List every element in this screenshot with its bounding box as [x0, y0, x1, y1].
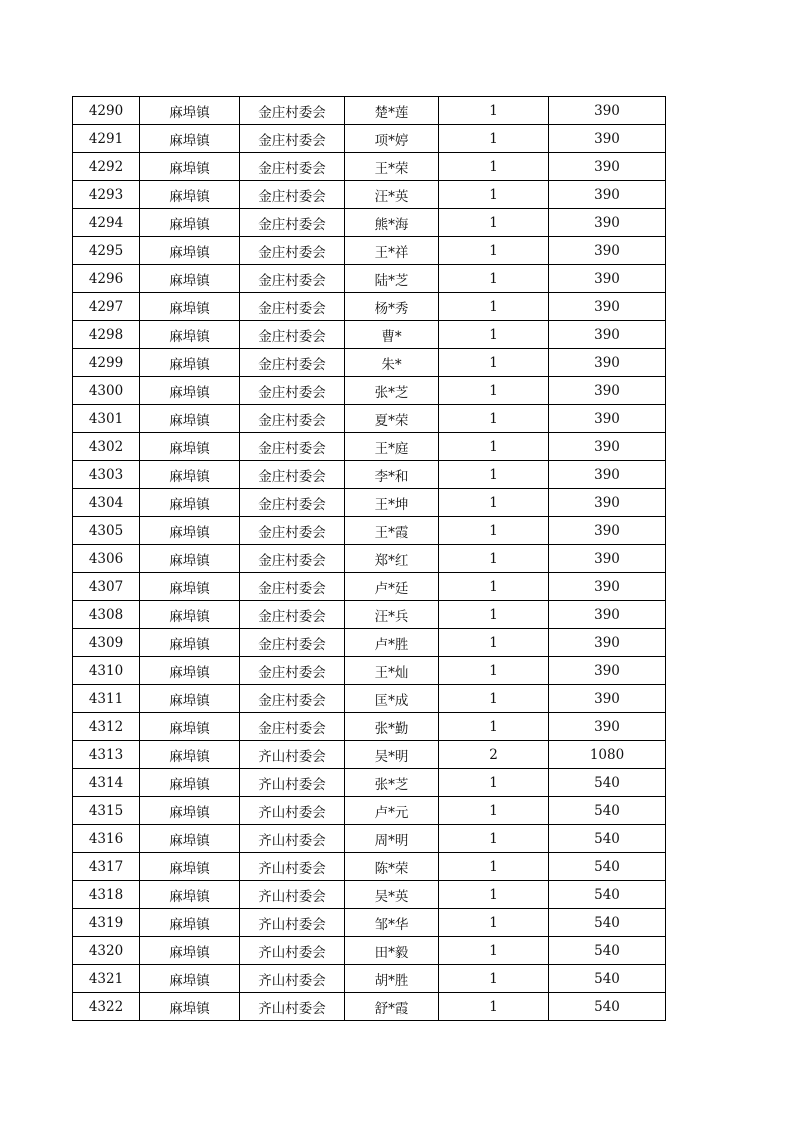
amount-cell: 540: [549, 965, 666, 993]
village-cell: 金庄村委会: [240, 349, 345, 377]
village-cell: 齐山村委会: [240, 881, 345, 909]
name-cell: 匡*成: [345, 685, 439, 713]
count-cell: 1: [439, 461, 549, 489]
row-number-cell: 4292: [73, 153, 140, 181]
count-cell: 1: [439, 405, 549, 433]
town-cell: 麻埠镇: [140, 769, 240, 797]
count-cell: 1: [439, 321, 549, 349]
table-row: [73, 909, 666, 937]
row-number-cell: 4307: [73, 573, 140, 601]
village-cell: 金庄村委会: [240, 489, 345, 517]
town-cell: 麻埠镇: [140, 181, 240, 209]
village-cell: 齐山村委会: [240, 965, 345, 993]
row-number-cell: 4311: [73, 685, 140, 713]
amount-cell: 390: [549, 265, 666, 293]
name-cell: 张*勤: [345, 713, 439, 741]
name-cell: 王*灿: [345, 657, 439, 685]
name-cell: 楚*莲: [345, 97, 439, 125]
count-cell: 1: [439, 825, 549, 853]
table-row: [73, 685, 666, 713]
row-number-cell: 4314: [73, 769, 140, 797]
name-cell: 李*和: [345, 461, 439, 489]
amount-cell: 390: [549, 573, 666, 601]
count-cell: 1: [439, 685, 549, 713]
village-cell: 金庄村委会: [240, 433, 345, 461]
name-cell: 王*庭: [345, 433, 439, 461]
village-cell: 金庄村委会: [240, 573, 345, 601]
name-cell: 陈*荣: [345, 853, 439, 881]
name-cell: 田*毅: [345, 937, 439, 965]
row-number-cell: 4315: [73, 797, 140, 825]
table-row: [73, 377, 666, 405]
name-cell: 周*明: [345, 825, 439, 853]
count-cell: 1: [439, 97, 549, 125]
name-cell: 张*芝: [345, 769, 439, 797]
table-row: [73, 489, 666, 517]
name-cell: 卢*元: [345, 797, 439, 825]
row-number-cell: 4316: [73, 825, 140, 853]
village-cell: 金庄村委会: [240, 321, 345, 349]
table-body: [73, 97, 666, 1021]
name-cell: 汪*英: [345, 181, 439, 209]
village-cell: 金庄村委会: [240, 657, 345, 685]
name-cell: 王*霞: [345, 517, 439, 545]
row-number-cell: 4318: [73, 881, 140, 909]
table-row: [73, 601, 666, 629]
table-row: [73, 181, 666, 209]
name-cell: 舒*霞: [345, 993, 439, 1021]
amount-cell: 540: [549, 909, 666, 937]
subsidy-table: [72, 96, 666, 1021]
village-cell: 齐山村委会: [240, 937, 345, 965]
amount-cell: 390: [549, 153, 666, 181]
name-cell: 夏*荣: [345, 405, 439, 433]
amount-cell: 540: [549, 797, 666, 825]
amount-cell: 390: [549, 489, 666, 517]
count-cell: 1: [439, 853, 549, 881]
amount-cell: 390: [549, 545, 666, 573]
town-cell: 麻埠镇: [140, 629, 240, 657]
amount-cell: 390: [549, 461, 666, 489]
amount-cell: 390: [549, 349, 666, 377]
count-cell: 1: [439, 573, 549, 601]
amount-cell: 390: [549, 97, 666, 125]
row-number-cell: 4291: [73, 125, 140, 153]
count-cell: 1: [439, 965, 549, 993]
town-cell: 麻埠镇: [140, 461, 240, 489]
row-number-cell: 4298: [73, 321, 140, 349]
table-row: [73, 769, 666, 797]
village-cell: 金庄村委会: [240, 461, 345, 489]
count-cell: 1: [439, 209, 549, 237]
row-number-cell: 4296: [73, 265, 140, 293]
village-cell: 金庄村委会: [240, 713, 345, 741]
town-cell: 麻埠镇: [140, 881, 240, 909]
table-row: [73, 349, 666, 377]
name-cell: 胡*胜: [345, 965, 439, 993]
count-cell: 1: [439, 349, 549, 377]
row-number-cell: 4308: [73, 601, 140, 629]
name-cell: 邹*华: [345, 909, 439, 937]
row-number-cell: 4306: [73, 545, 140, 573]
count-cell: 1: [439, 517, 549, 545]
village-cell: 齐山村委会: [240, 909, 345, 937]
row-number-cell: 4309: [73, 629, 140, 657]
town-cell: 麻埠镇: [140, 993, 240, 1021]
village-cell: 金庄村委会: [240, 265, 345, 293]
count-cell: 1: [439, 881, 549, 909]
town-cell: 麻埠镇: [140, 125, 240, 153]
village-cell: 金庄村委会: [240, 685, 345, 713]
town-cell: 麻埠镇: [140, 713, 240, 741]
table-row: [73, 937, 666, 965]
table-row: [73, 797, 666, 825]
town-cell: 麻埠镇: [140, 573, 240, 601]
name-cell: 汪*兵: [345, 601, 439, 629]
town-cell: 麻埠镇: [140, 489, 240, 517]
town-cell: 麻埠镇: [140, 293, 240, 321]
row-number-cell: 4317: [73, 853, 140, 881]
row-number-cell: 4310: [73, 657, 140, 685]
village-cell: 齐山村委会: [240, 825, 345, 853]
amount-cell: 390: [549, 405, 666, 433]
count-cell: 1: [439, 377, 549, 405]
count-cell: 1: [439, 769, 549, 797]
count-cell: 1: [439, 545, 549, 573]
amount-cell: 390: [549, 209, 666, 237]
amount-cell: 390: [549, 293, 666, 321]
town-cell: 麻埠镇: [140, 937, 240, 965]
table-row: [73, 125, 666, 153]
count-cell: 1: [439, 125, 549, 153]
count-cell: 1: [439, 937, 549, 965]
name-cell: 王*祥: [345, 237, 439, 265]
row-number-cell: 4319: [73, 909, 140, 937]
village-cell: 金庄村委会: [240, 545, 345, 573]
name-cell: 朱*: [345, 349, 439, 377]
table-row: [73, 265, 666, 293]
table-row: [73, 741, 666, 769]
amount-cell: 390: [549, 237, 666, 265]
town-cell: 麻埠镇: [140, 545, 240, 573]
town-cell: 麻埠镇: [140, 433, 240, 461]
row-number-cell: 4304: [73, 489, 140, 517]
row-number-cell: 4321: [73, 965, 140, 993]
name-cell: 卢*廷: [345, 573, 439, 601]
count-cell: 1: [439, 657, 549, 685]
table-row: [73, 293, 666, 321]
village-cell: 金庄村委会: [240, 405, 345, 433]
table-row: [73, 209, 666, 237]
amount-cell: 390: [549, 125, 666, 153]
name-cell: 吴*英: [345, 881, 439, 909]
town-cell: 麻埠镇: [140, 321, 240, 349]
village-cell: 金庄村委会: [240, 293, 345, 321]
count-cell: 1: [439, 293, 549, 321]
count-cell: 1: [439, 153, 549, 181]
village-cell: 金庄村委会: [240, 153, 345, 181]
amount-cell: 390: [549, 517, 666, 545]
town-cell: 麻埠镇: [140, 657, 240, 685]
row-number-cell: 4300: [73, 377, 140, 405]
town-cell: 麻埠镇: [140, 97, 240, 125]
name-cell: 吴*明: [345, 741, 439, 769]
name-cell: 卢*胜: [345, 629, 439, 657]
town-cell: 麻埠镇: [140, 517, 240, 545]
village-cell: 齐山村委会: [240, 769, 345, 797]
row-number-cell: 4297: [73, 293, 140, 321]
row-number-cell: 4322: [73, 993, 140, 1021]
village-cell: 金庄村委会: [240, 97, 345, 125]
table-row: [73, 629, 666, 657]
amount-cell: 540: [549, 825, 666, 853]
village-cell: 金庄村委会: [240, 209, 345, 237]
amount-cell: 390: [549, 713, 666, 741]
count-cell: 1: [439, 433, 549, 461]
row-number-cell: 4293: [73, 181, 140, 209]
amount-cell: 390: [549, 433, 666, 461]
town-cell: 麻埠镇: [140, 797, 240, 825]
town-cell: 麻埠镇: [140, 601, 240, 629]
amount-cell: 390: [549, 601, 666, 629]
name-cell: 项*婷: [345, 125, 439, 153]
name-cell: 王*荣: [345, 153, 439, 181]
village-cell: 金庄村委会: [240, 517, 345, 545]
table-row: [73, 321, 666, 349]
count-cell: 1: [439, 237, 549, 265]
table-row: [73, 573, 666, 601]
row-number-cell: 4294: [73, 209, 140, 237]
amount-cell: 390: [549, 377, 666, 405]
village-cell: 金庄村委会: [240, 601, 345, 629]
table-row: [73, 405, 666, 433]
amount-cell: 540: [549, 881, 666, 909]
village-cell: 齐山村委会: [240, 993, 345, 1021]
count-cell: 1: [439, 713, 549, 741]
village-cell: 齐山村委会: [240, 797, 345, 825]
name-cell: 张*芝: [345, 377, 439, 405]
table-row: [73, 881, 666, 909]
name-cell: 曹*: [345, 321, 439, 349]
row-number-cell: 4320: [73, 937, 140, 965]
row-number-cell: 4313: [73, 741, 140, 769]
amount-cell: 540: [549, 853, 666, 881]
table-row: [73, 713, 666, 741]
name-cell: 熊*海: [345, 209, 439, 237]
row-number-cell: 4312: [73, 713, 140, 741]
table-row: [73, 517, 666, 545]
table-row: [73, 461, 666, 489]
town-cell: 麻埠镇: [140, 349, 240, 377]
village-cell: 金庄村委会: [240, 629, 345, 657]
row-number-cell: 4299: [73, 349, 140, 377]
town-cell: 麻埠镇: [140, 237, 240, 265]
amount-cell: 390: [549, 657, 666, 685]
name-cell: 王*坤: [345, 489, 439, 517]
table-row: [73, 97, 666, 125]
village-cell: 齐山村委会: [240, 853, 345, 881]
row-number-cell: 4290: [73, 97, 140, 125]
count-cell: 1: [439, 489, 549, 517]
row-number-cell: 4301: [73, 405, 140, 433]
row-number-cell: 4305: [73, 517, 140, 545]
village-cell: 金庄村委会: [240, 377, 345, 405]
row-number-cell: 4302: [73, 433, 140, 461]
count-cell: 1: [439, 265, 549, 293]
town-cell: 麻埠镇: [140, 909, 240, 937]
table-row: [73, 853, 666, 881]
village-cell: 金庄村委会: [240, 181, 345, 209]
town-cell: 麻埠镇: [140, 825, 240, 853]
town-cell: 麻埠镇: [140, 965, 240, 993]
count-cell: 1: [439, 629, 549, 657]
count-cell: 1: [439, 993, 549, 1021]
table-row: [73, 545, 666, 573]
amount-cell: 390: [549, 629, 666, 657]
village-cell: 金庄村委会: [240, 237, 345, 265]
table-row: [73, 657, 666, 685]
count-cell: 2: [439, 741, 549, 769]
count-cell: 1: [439, 909, 549, 937]
village-cell: 齐山村委会: [240, 741, 345, 769]
amount-cell: 390: [549, 321, 666, 349]
table-row: [73, 433, 666, 461]
name-cell: 陆*芝: [345, 265, 439, 293]
amount-cell: 390: [549, 685, 666, 713]
row-number-cell: 4295: [73, 237, 140, 265]
town-cell: 麻埠镇: [140, 853, 240, 881]
village-cell: 金庄村委会: [240, 125, 345, 153]
amount-cell: 540: [549, 769, 666, 797]
town-cell: 麻埠镇: [140, 405, 240, 433]
count-cell: 1: [439, 181, 549, 209]
amount-cell: 390: [549, 181, 666, 209]
town-cell: 麻埠镇: [140, 265, 240, 293]
table-row: [73, 825, 666, 853]
table-row: [73, 993, 666, 1021]
name-cell: 杨*秀: [345, 293, 439, 321]
town-cell: 麻埠镇: [140, 685, 240, 713]
town-cell: 麻埠镇: [140, 741, 240, 769]
town-cell: 麻埠镇: [140, 209, 240, 237]
name-cell: 郑*红: [345, 545, 439, 573]
amount-cell: 540: [549, 937, 666, 965]
row-number-cell: 4303: [73, 461, 140, 489]
table-row: [73, 153, 666, 181]
town-cell: 麻埠镇: [140, 153, 240, 181]
town-cell: 麻埠镇: [140, 377, 240, 405]
amount-cell: 540: [549, 993, 666, 1021]
count-cell: 1: [439, 797, 549, 825]
amount-cell: 1080: [549, 741, 666, 769]
table-row: [73, 237, 666, 265]
table-row: [73, 965, 666, 993]
count-cell: 1: [439, 601, 549, 629]
